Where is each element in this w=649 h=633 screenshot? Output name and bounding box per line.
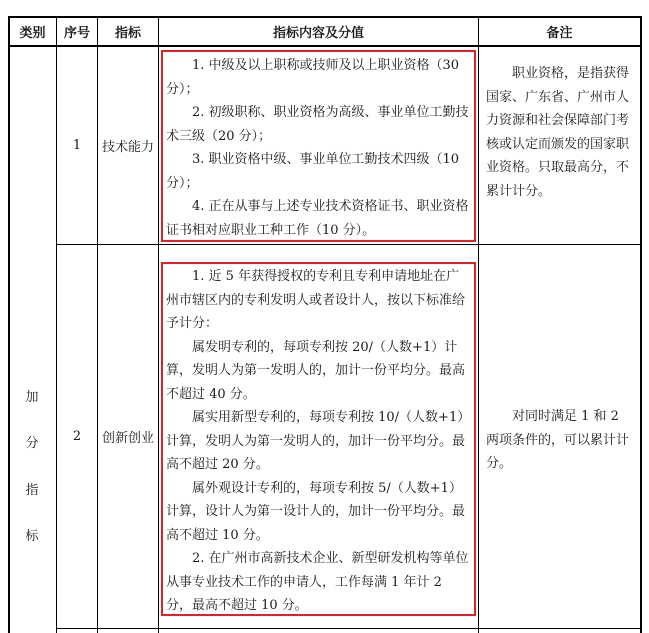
content-paragraph: 属外观设计专利的，每项专利按 5/（人数+1）计算，设计人为第一设计人的，加计一份平均分。最高不超过 10 分。 [166, 480, 466, 543]
content-paragraph: 2. 初级职称、职业资格为高级、事业单位工勤技术三级（20 分）； [166, 105, 469, 144]
row-1-indicator: 技术能力 [101, 139, 154, 155]
category-char: 加 [25, 390, 39, 405]
content-paragraph: 1. 近 5 年获得授权的专利且专利申请地址在广州市辖区内的专利发明人或者设计人，按以下标准给予计分： [166, 269, 466, 331]
content-paragraph: 3. 职业资格中级、事业单位工勤技术四级（10 分）； [166, 152, 460, 191]
table-right-border [640, 16, 642, 633]
column-divider [158, 16, 159, 633]
row-2-number: 2 [72, 429, 82, 444]
content-paragraph: 属发明专利的，每项专利按 20/（人数+1）计算，发明人为第一发明人的，加计一份平均分。最高不超过 40 分。 [166, 339, 466, 402]
content-paragraph: 4. 正在从事与上述专业技术资格证书、职业资格证书相对应职业工种工作（10 分）。 [166, 199, 469, 238]
content-paragraph: 属实用新型专利的，每项专利按 10/（人数+1）计算，发明人为第一发明人的，加计一份平均分。最高不超过 20 分。 [166, 410, 471, 472]
content-paragraph: 2. 在广州市高新技术企业、新型研发机构等单位从事专业技术工作的申请人，工作每满 1 年计 2 分，最高不超过 10 分。 [166, 551, 469, 613]
row-2-indicator: 创新创业 [101, 431, 154, 446]
category-char: 指 [25, 483, 39, 498]
remark-text: 对同时满足 1 和 2 两项条件的，可以累计计分。 [486, 409, 630, 471]
remark-text: 职业资格，是指获得国家、广东省、广州市人力资源和社会保障部门考核或认定而颁发的国家职业资格。只取最高分，不累计计分。 [486, 66, 630, 199]
header-remark: 备注 [546, 25, 573, 41]
category-char: 分 [25, 436, 39, 451]
row-2-content [166, 265, 472, 618]
category-char: 标 [25, 529, 39, 544]
column-divider [478, 16, 479, 633]
row-1-content [166, 54, 472, 242]
row-1-number: 1 [72, 137, 82, 153]
header-number: 序号 [63, 25, 90, 41]
row-1-remark [486, 62, 634, 203]
table-left-border [8, 16, 10, 633]
header-category: 类别 [19, 25, 46, 41]
header-indicator: 指标 [114, 25, 141, 41]
content-paragraph: 1. 中级及以上职称或技师及以上职业资格（30 分）； [166, 58, 460, 97]
header-content: 指标内容及分值 [272, 25, 364, 41]
row-divider [56, 628, 641, 629]
row-2-remark [486, 405, 634, 476]
